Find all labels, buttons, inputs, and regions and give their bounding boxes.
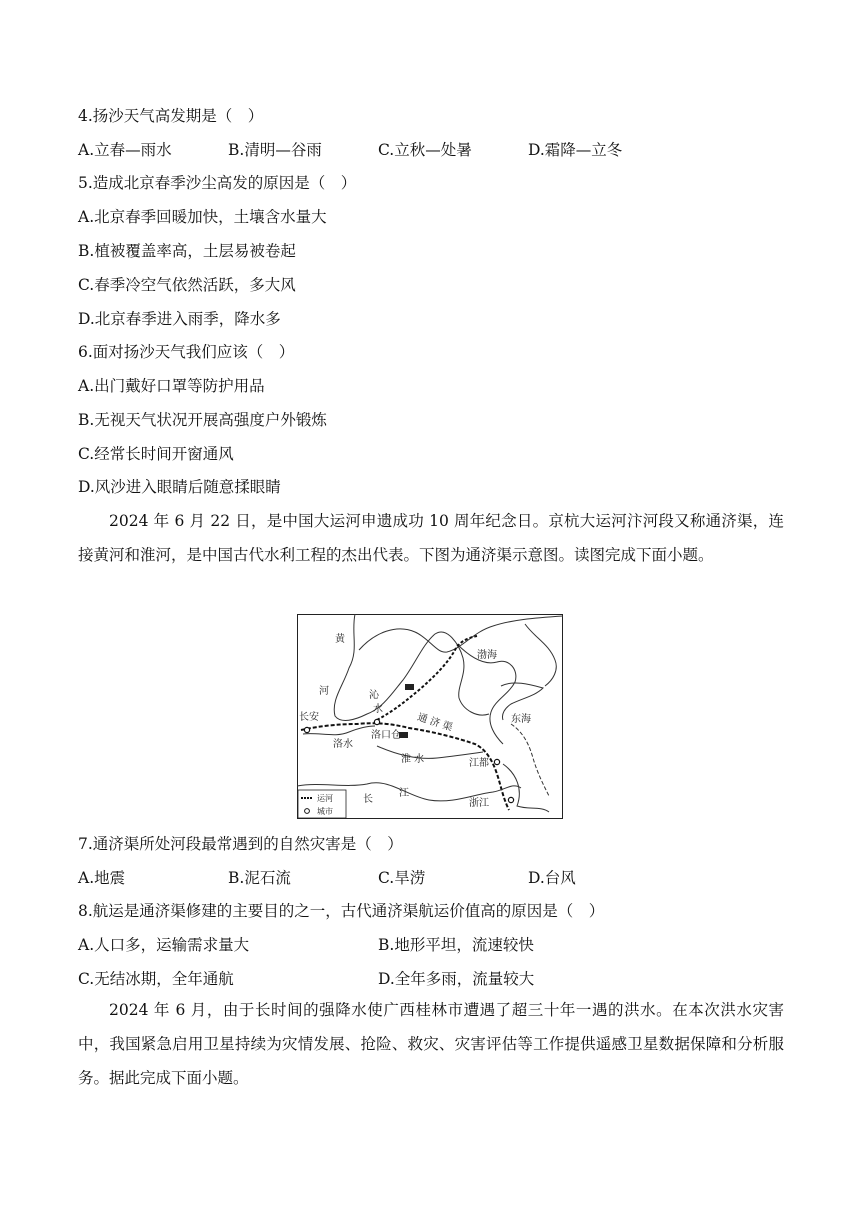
q7-option-a: A.地震 — [78, 869, 126, 887]
q7-option-d: D.台风 — [528, 869, 576, 887]
q4-option-a: A.立春—雨水 — [78, 141, 172, 159]
question-7-stem: 7.通济渠所处河段最常遇到的自然灾害是（ ） — [78, 835, 403, 853]
q5-option-a: A.北京春季回暖加快，土壤含水量大 — [78, 208, 327, 226]
label-qin-shui: 水 — [373, 704, 383, 715]
q7-option-b: B.泥石流 — [228, 869, 291, 887]
passage-guilin-flood: 2024 年 6 月，由于长时间的强降水使广西桂林市遭遇了超三十年一遇的洪水。在本次洪水灾害中，我国紧急启用卫星持续为灾情发展、抢险、救灾、灾害评估等工作提供遥感卫星数据保障和分析服务。据此完成下面小题。 — [78, 1001, 784, 1087]
q4-option-c: C.立秋—处暑 — [378, 141, 472, 159]
jiangdu-city — [494, 759, 499, 764]
question-5-stem: 5.造成北京春季沙尘高发的原因是（ ） — [78, 174, 357, 192]
q4-option-b: B.清明—谷雨 — [228, 141, 322, 159]
question-6-stem: 6.面对扬沙天气我们应该（ ） — [78, 343, 295, 361]
q6-option-a: A.出门戴好口罩等防护用品 — [78, 377, 265, 395]
tongjiqu-map-figure — [297, 614, 563, 819]
q5-option-d: D.北京春季进入雨季，降水多 — [78, 310, 281, 328]
q5-option-b: B.植被覆盖率高，土层易被卷起 — [78, 242, 296, 260]
question-8-stem: 8.航运是通济渠修建的主要目的之一，古代通济渠航运价值高的原因是（ ） — [78, 902, 605, 920]
granary-icon — [405, 684, 414, 690]
q8-option-a: A.人口多，运输需求量大 — [78, 936, 250, 954]
q8-option-c: C.无结冰期，全年通航 — [78, 970, 234, 988]
map-legend — [298, 790, 346, 818]
label-luokoucang: 洛口仓 — [371, 730, 401, 741]
label-zhejiang: 浙江 — [469, 798, 489, 809]
label-donghai: 东海 — [511, 714, 531, 725]
legend-canal: 运河 — [317, 794, 333, 803]
question-4-stem: 4.扬沙天气高发期是（ ） — [78, 107, 264, 125]
q5-option-c: C.春季冷空气依然活跃，多大风 — [78, 276, 296, 294]
q6-option-b: B.无视天气状况开展高强度户外锻炼 — [78, 411, 327, 429]
label-jiang: 江 — [399, 788, 409, 799]
q4-option-d: D.霜降—立冬 — [528, 141, 623, 159]
label-qin: 沁 — [369, 690, 379, 701]
label-huaishui: 淮 水 — [401, 754, 425, 765]
passage-tongjiqu: 2024 年 6 月 22 日，是中国大运河申遗成功 10 周年纪念日。京杭大运河汴河段又称通济渠，连接黄河和淮河，是中国古代水利工程的杰出代表。下图为通济渠示意图。读图完成下面小题。 — [78, 512, 784, 564]
label-tongjiqu: 通 济 渠 — [415, 712, 454, 734]
label-chang: 长 — [363, 794, 373, 805]
label-bohai: 渤海 — [477, 650, 497, 661]
luoyang-city — [374, 719, 379, 724]
q8-option-d: D.全年多雨，流量较大 — [378, 970, 535, 988]
q6-option-c: C.经常长时间开窗通风 — [78, 445, 234, 463]
legend-city: 城市 — [317, 807, 333, 816]
label-luoshui: 洛水 — [333, 739, 353, 750]
q7-option-c: C.旱涝 — [378, 869, 426, 887]
label-jiangdu: 江都 — [469, 758, 489, 769]
label-changan: 长安 — [299, 712, 319, 723]
label-he: 河 — [319, 686, 329, 697]
changan-city — [304, 727, 309, 732]
hangzhou-city — [508, 797, 513, 802]
q6-option-d: D.风沙进入眼睛后随意揉眼睛 — [78, 478, 281, 496]
q8-option-b: B.地形平坦，流速较快 — [378, 936, 534, 954]
label-huang: 黄 — [335, 634, 345, 645]
